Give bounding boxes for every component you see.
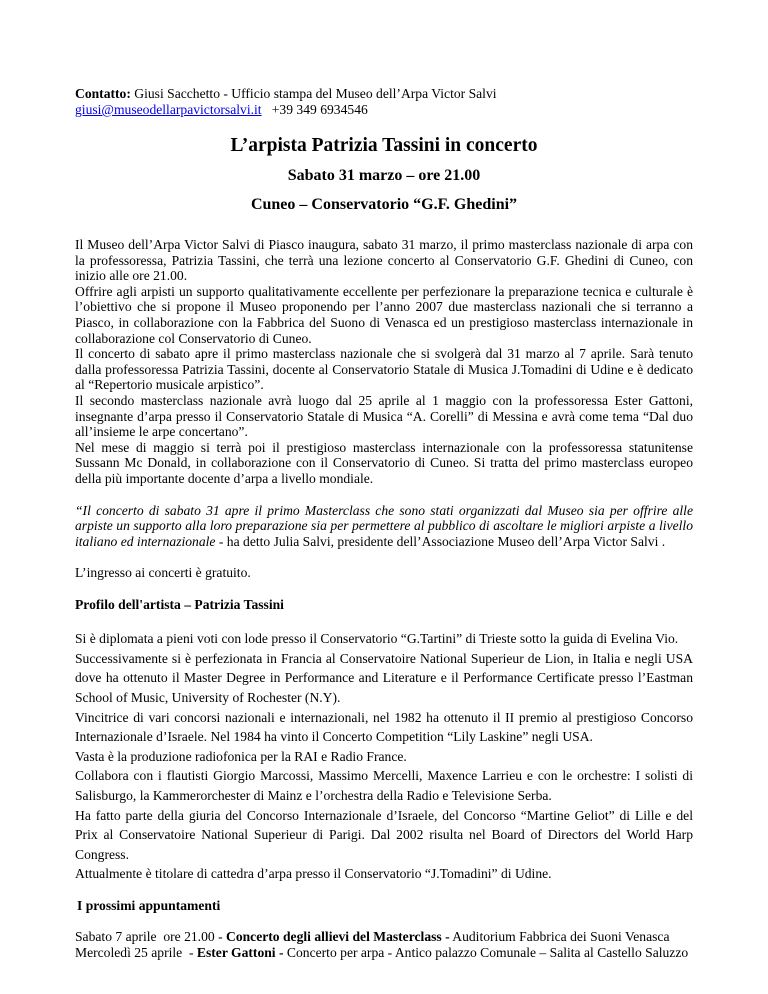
- event-item: [75, 929, 693, 945]
- paragraph: Offrire agli arpisti un supporto qualitativamente eccellente per perfezionare la preparazione tecnica e culturale è l’obiettivo che si propone il Museo proponendo per l’anno 2007 due masterclass nazionali che si terranno a Piasco, in collaborazione con la Fabbrica del Suono di Venasca ed un prestigioso masterclass internazionale in collaborazione col Conservatorio di Cuneo.: [75, 283, 693, 346]
- events-list: [75, 929, 693, 960]
- contact-text: Giusi Sacchetto - Ufficio stampa del Museo dell’Arpa Victor Salvi: [130, 86, 497, 101]
- quote-text: “Il concerto di sabato 31 apre il primo Masterclass che sono stati organizzati dal Museo sia per offrire alle arpiste un supporto alla loro preparazione sia per permettere al pubblico di ascoltare le migliori arpiste a livello italiano ed internazionale: [75, 502, 693, 549]
- intro-text: [75, 237, 693, 487]
- event-date-time: Sabato 7 aprile ore 21.00 -: [75, 929, 226, 944]
- events-heading: I prossimi appuntamenti: [77, 898, 221, 913]
- free-entry-note: L’ingresso ai concerti è gratuito.: [75, 565, 251, 581]
- profile-heading: Profilo dell'artista – Patrizia Tassini: [75, 597, 284, 613]
- event-item: [75, 945, 693, 961]
- contact-block: [75, 86, 693, 118]
- profile-text: [75, 629, 693, 884]
- profile-paragraph: Vasta è la produzione radiofonica per la RAI e Radio France.: [75, 748, 407, 764]
- contact-details: [75, 102, 693, 118]
- profile-paragraph: Vincitrice di vari concorsi nazionali e internazionali, nel 1982 ha ottenuto il II premio al prestigioso Concorso Internazionale d’Israele. Nel 1984 ha vinto il Concerto Competition “Lily Laskine” negli USA.: [75, 709, 693, 745]
- email-link[interactable]: giusi@museodellarpavictorsalvi.it: [75, 102, 262, 117]
- contact-label: Contatto:: [75, 86, 131, 101]
- profile-paragraph: Si è diplomata a pieni voti con lode presso il Conservatorio “G.Tartini” di Trieste sotto la guida di Evelina Vio.: [75, 631, 679, 647]
- profile-paragraph: Successivamente si è perfezionata in Francia al Conservatoire National Superieur de Lion, in Italia e negli USA dove ha ottenuto il Master Degree in Performance and Literature e il Performance Certificate presso l’Eastman School of Music, University of Rochester (N.Y).: [75, 650, 693, 706]
- quote-paragraph: [75, 503, 693, 550]
- event-venue: Cuneo – Conservatorio “G.F. Ghedini”: [250, 196, 518, 213]
- profile-paragraph: Ha fatto parte della giuria del Concorso Internazionale d’Israele, del Concorso “Martine Geliot” di Lille e del Prix al Conservatoire National Superieur di Parigi. Dal 2002 risulta nel Board of Directors del World Harp Congress.: [75, 807, 693, 862]
- paragraph: Il Museo dell’Arpa Victor Salvi di Piasco inaugura, sabato 31 marzo, il primo masterclass nazionale di arpa con la professoressa, Patrizia Tassini, che terrà una lezione concerto al Conservatorio G.F. Ghedini di Cuneo, con inizio alle ore 21.00.: [75, 237, 693, 284]
- contact-line: [75, 86, 693, 102]
- event-date: Sabato 31 marzo – ore 21.00: [287, 167, 481, 184]
- quote-attribution: - ha detto Julia Salvi, presidente dell’Associazione Museo dell’Arpa Victor Salvi .: [215, 533, 666, 549]
- event-location: Auditorium Fabbrica dei Suoni Venasca: [449, 929, 670, 944]
- press-release-page: [75, 86, 693, 960]
- profile-paragraph: Collabora con i flautisti Giorgio Marcossi, Massimo Mercelli, Maxence Larrieu e con le orchestre: I solisti di Salisburgo, la Kammerorchester di Mainz e l’orchestra della Radio e Televisione Serba.: [75, 768, 693, 804]
- paragraph: Il secondo masterclass nazionale avrà luogo dal 25 aprile al 1 maggio con la professoressa Ester Gattoni, insegnante d’arpa presso il Conservatorio Statale di Musica “A. Corelli” di Messina e avrà come tema “Dal duo all’insieme le arpe concertano”.: [75, 392, 693, 440]
- profile-paragraph: Attualmente è titolare di cattedra d’arpa presso il Conservatorio “J.Tomadini” di Udine.: [75, 866, 552, 882]
- event-date-time: Mercoledì 25 aprile -: [75, 944, 197, 960]
- phone-number: +39 349 6934546: [261, 102, 368, 117]
- page-title: L’arpista Patrizia Tassini in concerto: [230, 135, 538, 156]
- paragraph: Nel mese di maggio si terrà poi il prestigioso masterclass internazionale con la professoressa statunitense Sussann Mc Donald, in collaborazione con il Conservatorio di Cuneo. Si tratta del primo masterclass europeo della più importante docente d’arpa a livello mondiale.: [75, 439, 693, 486]
- event-title: Ester Gattoni -: [196, 944, 284, 960]
- event-title: Concerto degli allievi del Masterclass -: [226, 929, 450, 944]
- paragraph: Il concerto di sabato apre il primo masterclass nazionale che si svolgerà dal 31 marzo al 7 aprile. Sarà tenuto dalla professoressa Patrizia Tassini, docente al Conservatorio Statale di Musica J.Tomadini di Udine e è dedicato al “Repertorio musicale arpistico”.: [75, 346, 693, 393]
- event-location: Concerto per arpa - Antico palazzo Comunale – Salita al Castello Saluzzo: [283, 944, 689, 960]
